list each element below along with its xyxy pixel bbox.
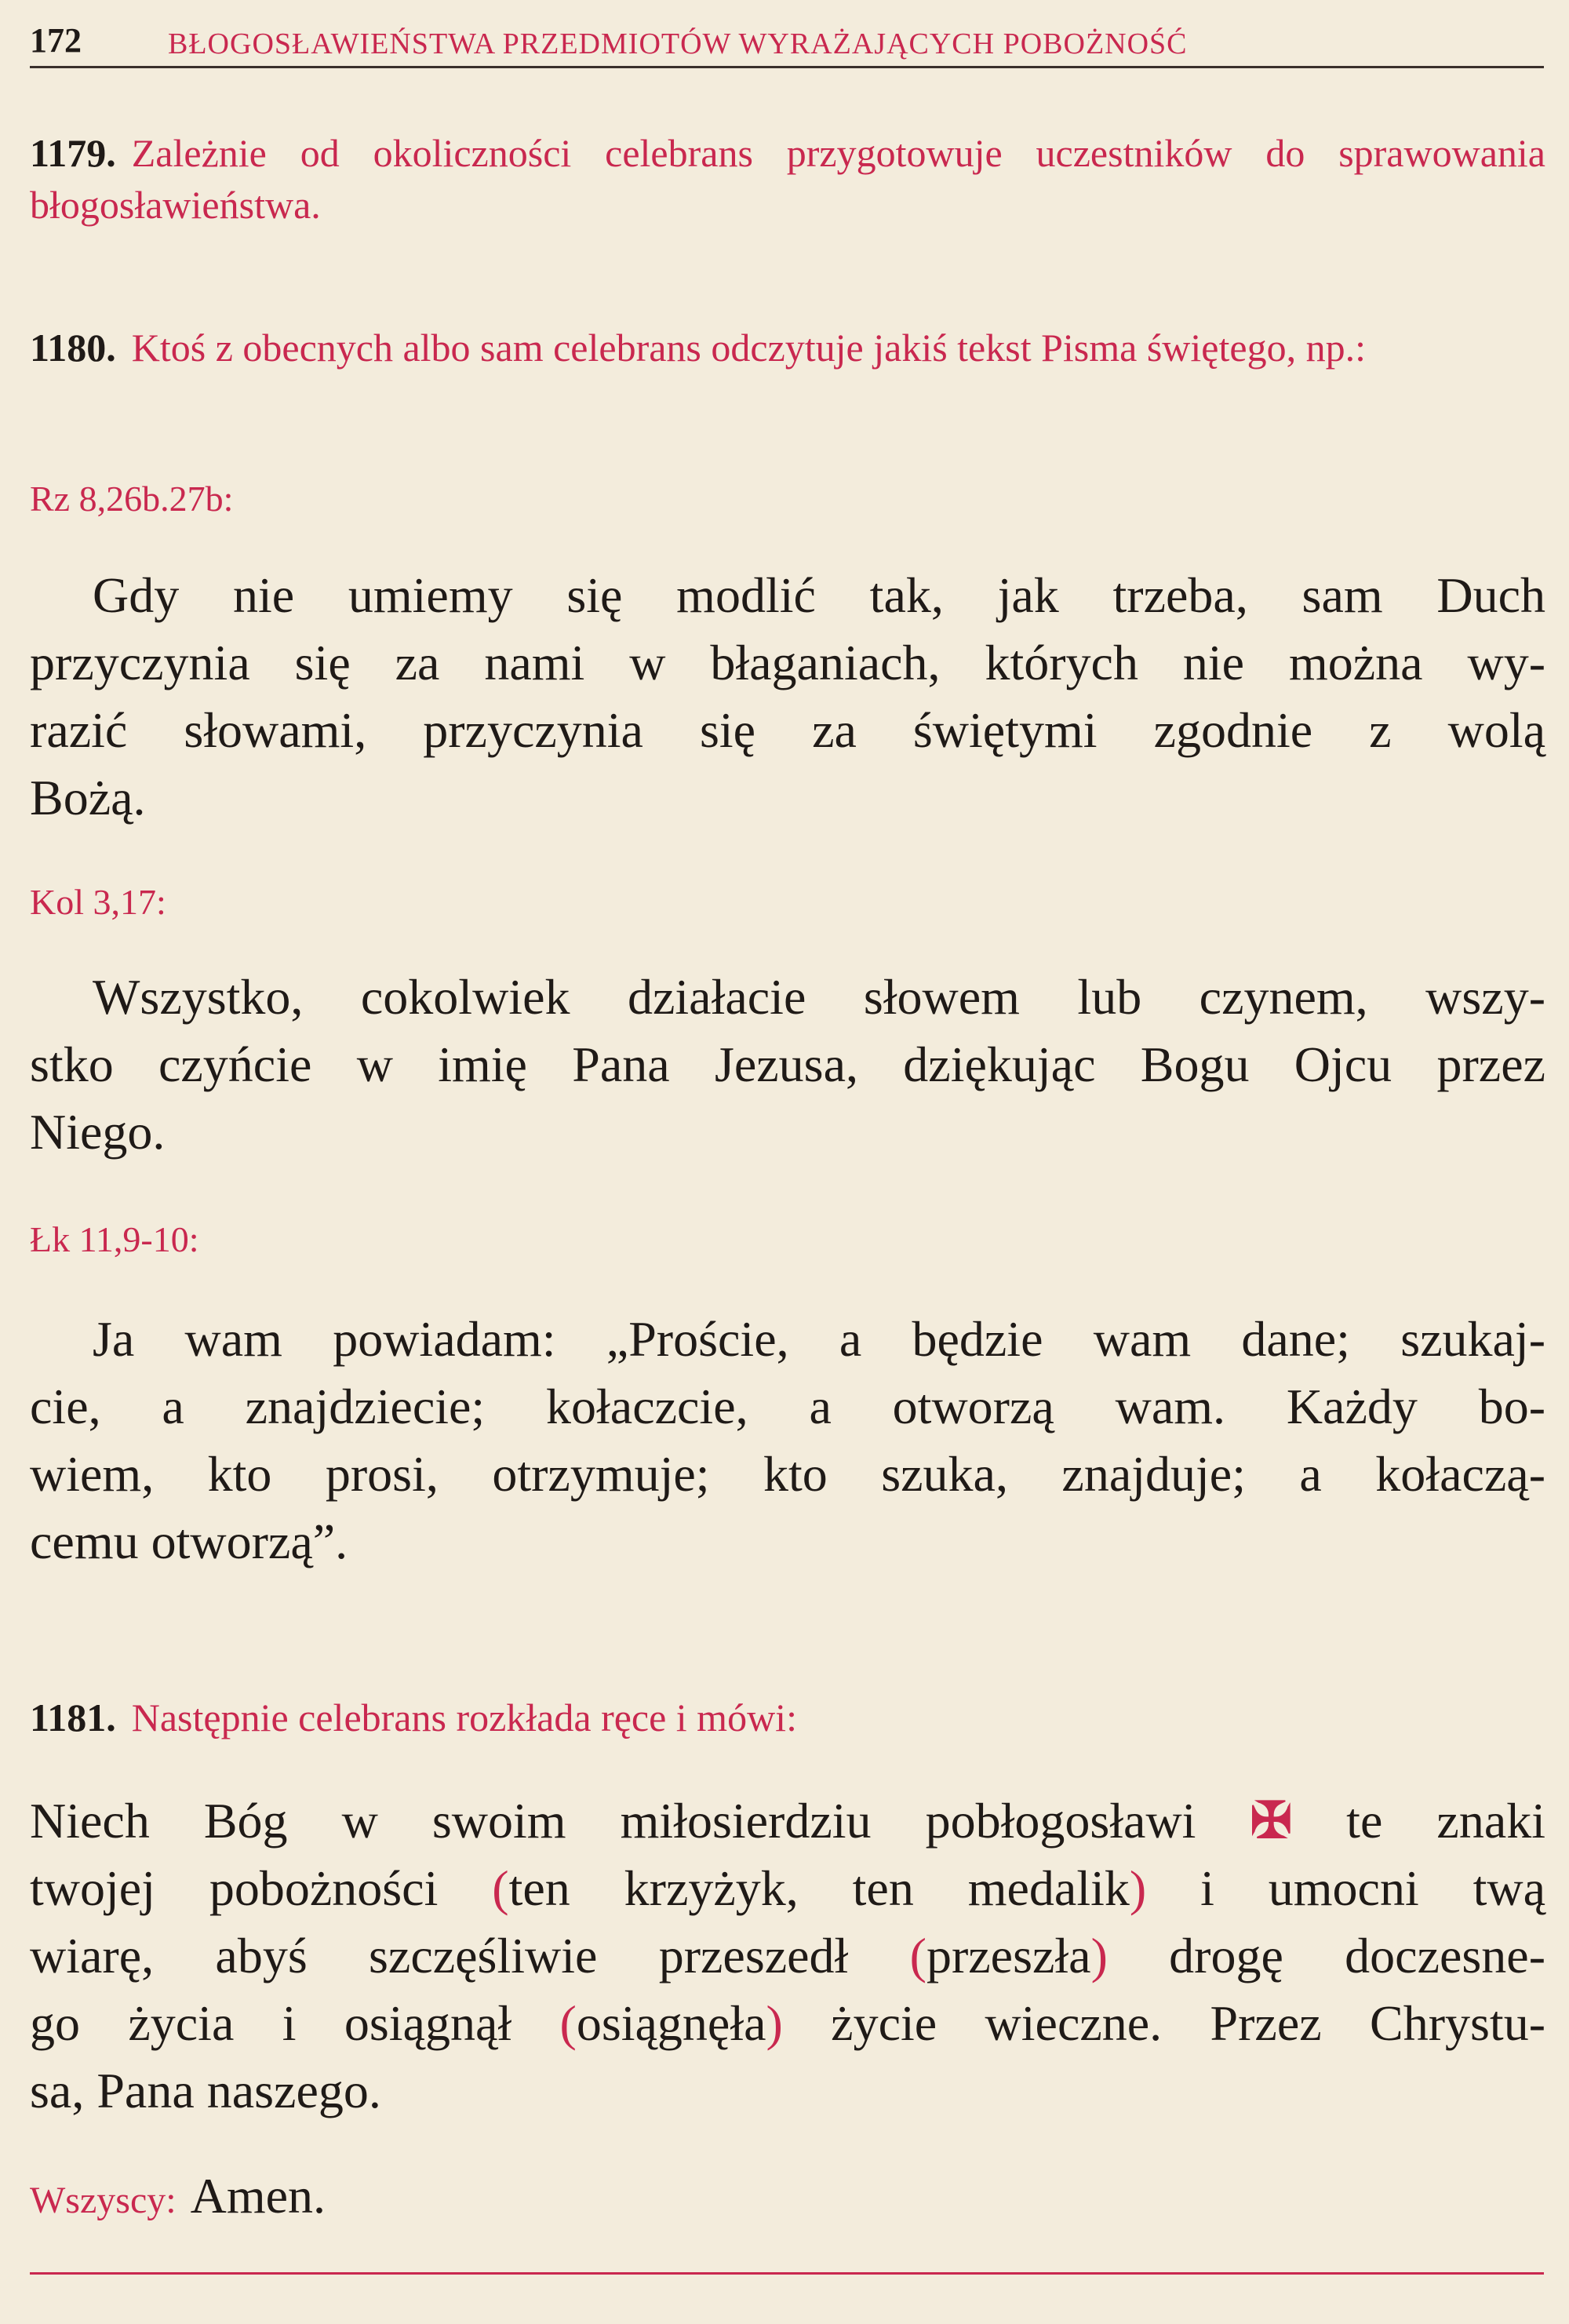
running-title: BŁOGOSŁAWIEŃSTWA PRZEDMIOTÓW WYRAŻAJĄCYCH POBOŻNOŚĆ xyxy=(168,27,1188,60)
reading-line: przyczynia się za nami w błaganiach, których nie można wy- xyxy=(30,635,1545,690)
close-paren: ) xyxy=(1129,1860,1147,1916)
prayer-text: Niech Bóg w swoim miłosierdziu pobłogosławi xyxy=(30,1793,1196,1849)
page-number: 172 xyxy=(30,21,82,60)
response-text: Amen. xyxy=(190,2168,326,2224)
cross-icon: ✠ xyxy=(1250,1793,1293,1849)
prayer-line xyxy=(30,1922,1545,1990)
rubric-1181 xyxy=(30,1692,1545,1743)
prayer-text: wiarę, abyś szczęśliwie przeszedł xyxy=(30,1928,849,1983)
reading-line: cemu otworzą”. xyxy=(30,1514,348,1569)
prayer-text: twojej pobożności xyxy=(30,1860,439,1916)
rubric-1179 xyxy=(30,127,1545,231)
reading-line: Gdy nie umiemy się modlić tak, jak trzeba, sam Duch xyxy=(93,567,1545,623)
prayer-line xyxy=(30,1855,1545,1922)
reading-line: razić słowami, przyczynia się za świętymi zgodnie z wolą xyxy=(30,702,1545,758)
prayer-text: te znaki xyxy=(1346,1793,1545,1849)
alternative-text: przeszła xyxy=(926,1928,1091,1983)
close-paren: ) xyxy=(1090,1928,1108,1983)
reading-line: Niego. xyxy=(30,1104,166,1160)
prayer-line: sa, Pana naszego. xyxy=(30,2063,381,2118)
section-number: 1181. xyxy=(30,1696,116,1739)
prayer-text: go życia i osiągnął xyxy=(30,1995,512,2051)
alternative-text: ten krzyżyk, ten medalik xyxy=(508,1860,1130,1916)
close-paren: ) xyxy=(766,1995,783,2051)
rubric-text: Zależnie od okoliczności celebrans przygotowuje uczestników do sprawowania błogosławieństwa. xyxy=(30,131,1545,227)
prayer-line xyxy=(30,1990,1545,2057)
open-paren: ( xyxy=(909,1928,926,1983)
prayer-line xyxy=(30,1787,1545,1855)
open-paren: ( xyxy=(559,1995,577,2051)
rubric-text: Następnie celebrans rozkłada ręce i mówi: xyxy=(131,1696,797,1739)
reading-line: stko czyńcie w imię Pana Jezusa, dziękując Bogu Ojcu przez xyxy=(30,1036,1545,1092)
open-paren: ( xyxy=(492,1860,509,1916)
scripture-reading xyxy=(30,562,1545,832)
scripture-reference: Łk 11,9-10: xyxy=(30,1219,199,1259)
reading-line: Bożą. xyxy=(30,770,146,825)
response-line xyxy=(30,2162,1545,2235)
footer-divider xyxy=(30,2272,1544,2275)
page-header xyxy=(30,17,1544,68)
rubric-text: Ktoś z obecnych albo sam celebrans odczytuje jakiś tekst Pisma świętego, np.: xyxy=(131,326,1366,370)
section-number: 1180. xyxy=(30,326,116,370)
response-speaker: Wszyscy: xyxy=(30,2180,177,2221)
scripture-reading xyxy=(30,963,1545,1166)
rubric-1180 xyxy=(30,322,1545,373)
reading-line: Wszystko, cokolwiek działacie słowem lub czynem, wszy- xyxy=(93,969,1545,1025)
scripture-reference: Kol 3,17: xyxy=(30,882,166,922)
reading-line: wiem, kto prosi, otrzymuje; kto szuka, znajduje; a kołaczą- xyxy=(30,1446,1545,1502)
scripture-reading xyxy=(30,1306,1545,1575)
prayer-text: drogę doczesne- xyxy=(1169,1928,1546,1983)
section-number: 1179. xyxy=(30,131,116,175)
alternative-text: osiągnęła xyxy=(576,1995,766,2051)
prayer-text: życie wieczne. Przez Chrystu- xyxy=(831,1995,1545,2051)
reading-line: cie, a znajdziecie; kołaczcie, a otworzą wam. Każdy bo- xyxy=(30,1379,1545,1434)
prayer-text: i umocni twą xyxy=(1200,1860,1546,1916)
scripture-reference: Rz 8,26b.27b: xyxy=(30,479,234,519)
reading-line: Ja wam powiadam: „Proście, a będzie wam dane; szukaj- xyxy=(93,1311,1545,1367)
blessing-prayer xyxy=(30,1787,1545,2125)
